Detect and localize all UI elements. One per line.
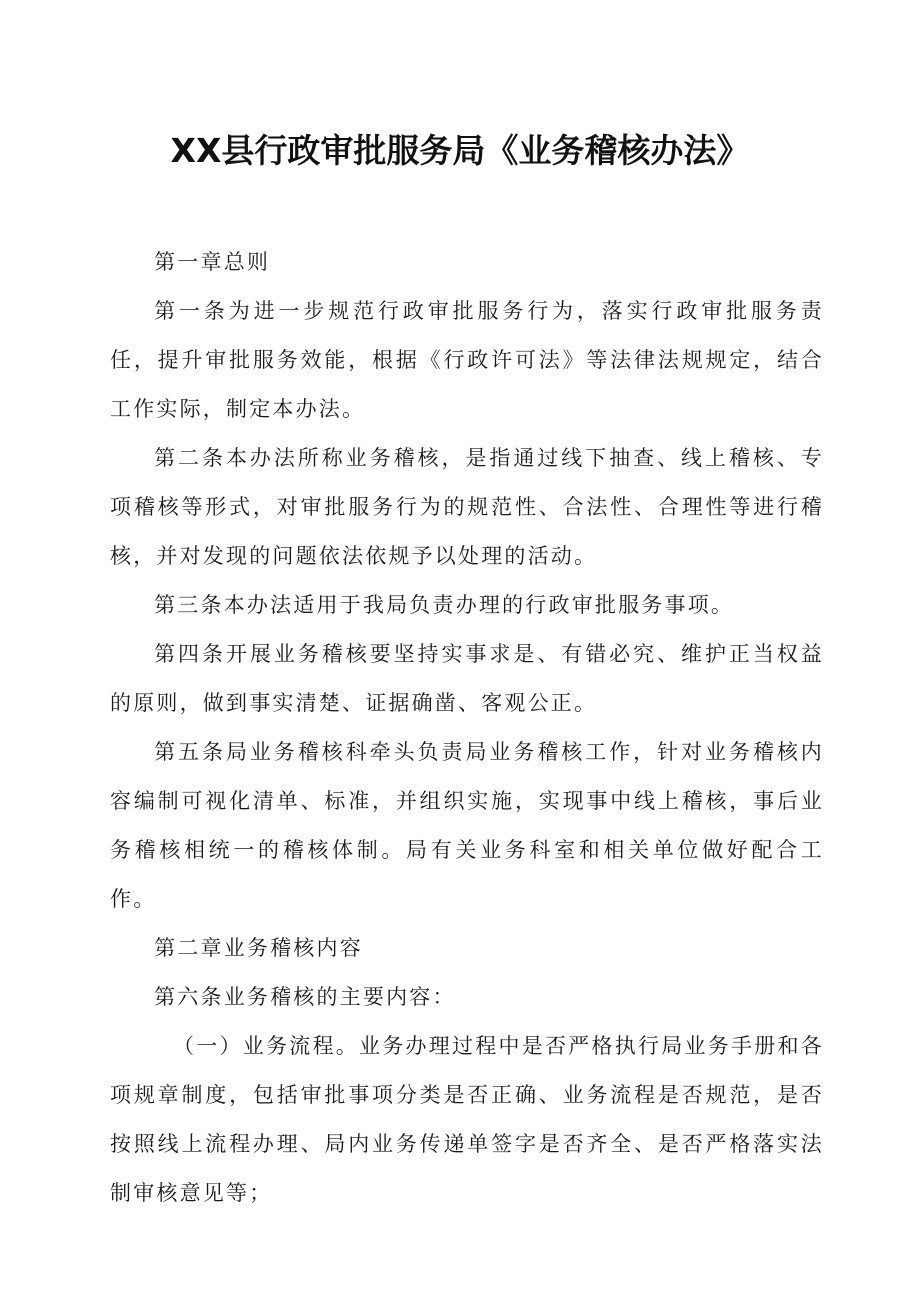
article-paragraph: 第二条本办法所称业务稽核，是指通过线下抽查、线上稽核、专项稽核等形式，对审批服务行为的规范性、合法性、合理性等进行稽核，并对发现的问题依法依规予以处理的活动。: [110, 446, 824, 568]
article-paragraph: 第五条局业务稽核科牵头负责局业务稽核工作，针对业务稽核内容编制可视化清单、标准，并组织实施，实现事中线上稽核，事后业务稽核相统一的稽核体制。局有关业务科室和相关单位做好配合工作。: [110, 740, 824, 911]
chapter-heading: 第一章总则: [154, 250, 271, 274]
list-item-paragraph: （一）业务流程。业务办理过程中是否严格执行局业务手册和各项规章制度，包括审批事项分类是否正确、业务流程是否规范，是否按照线上流程办理、局内业务传递单签字是否齐全、是否严格落实法制审核意见等；: [110, 1034, 824, 1205]
document-body: [110, 238, 824, 1218]
article-paragraph: 第一条为进一步规范行政审批服务行为，落实行政审批服务责任，提升审批服务效能，根据《行政许可法》等法律法规规定，结合工作实际，制定本办法。: [110, 299, 824, 421]
article-paragraph: 第三条本办法适用于我局负责办理的行政审批服务事项。: [154, 593, 735, 617]
article-paragraph: 第六条业务稽核的主要内容：: [154, 985, 456, 1009]
article-paragraph: 第四条开展业务稽核要坚持实事求是、有错必究、维护正当权益的原则，做到事实清楚、证据确凿、客观公正。: [110, 642, 824, 715]
chapter-heading: 第二章业务稽核内容: [154, 936, 363, 960]
document-title: XX县行政审批服务局《业务稽核办法》: [170, 131, 750, 170]
